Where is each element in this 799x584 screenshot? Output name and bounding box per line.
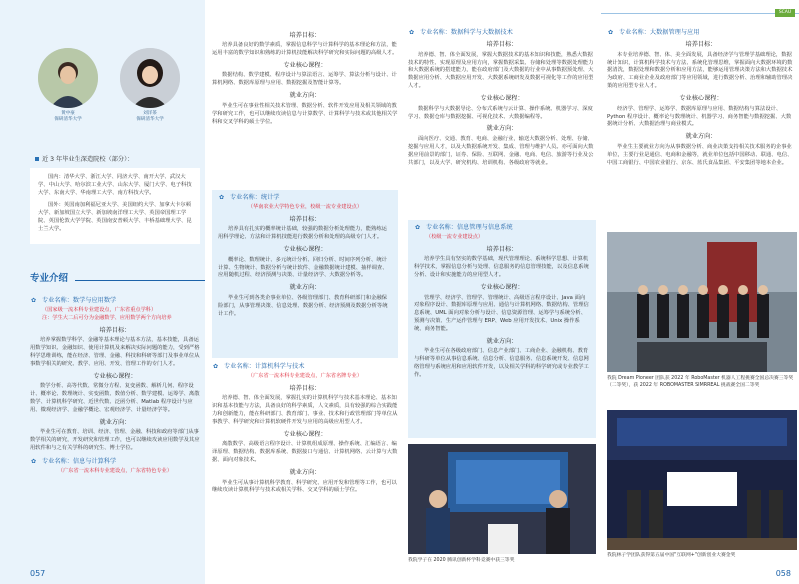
photo-caption: 我院学子在 2020 腾讯创新杯学科竞赛中获三等奖 [408, 558, 515, 563]
goal-text: 培养学生具有坚实的数学基础，现代管理理论、系统科学思想、计算机科学技术，掌握信息分析与处理、信息服务的信息管理技能，以及信息系统分析、设计和实施能力的应用型人才。 [414, 256, 589, 279]
job-text: 毕业生可在各级政府部门、信息产业部门、工商企业、金融机构、教育与科研等单位从事信息系统、信息分析、信息服务、信息系统开发、信息网络管理与系统应用和应用软件开发，以及相关学科的科学研究或专业教学工作。 [414, 348, 589, 379]
major-info-management [408, 220, 596, 438]
major-info-computing-detail [212, 28, 398, 128]
domestic-schools: 国内：清华大学、浙江大学、同济大学、南开大学、武汉大学、中山大学、哈尔滨工业大学、山东大学、厦门大学、电子科技大学、东南大学、华南理工大学、南方科技大学。 [38, 174, 192, 196]
major-math [30, 296, 200, 479]
header-rule [601, 13, 799, 14]
column-3 [404, 0, 600, 584]
goal-text: 培养具有扎实的概率统计基础，较强的数据分析处理能力，能熟练运用科学理论、方法和计算机技能进行数据分析和处理的高级专门人才。 [218, 226, 387, 241]
core-text: 数据结构、数学建模、程序设计与算法语言、运筹学、算法分析与设计、计算机网络、数据库原理与应用、数据挖掘及智能计算等。 [212, 72, 397, 87]
left-column [0, 0, 205, 584]
teacher-photos [38, 48, 188, 128]
core-text: 离散数学、高级语言程序设计、计算机组成原理、操作系统、汇编语言、编译原理、数据结构、数据库系统、数据接口与通信、计算机网络、云计算与大数据、面向对象技术。 [212, 441, 398, 464]
core-text: 管理学、经济学、管理学、管理统计、高级语言程序设计、Java 面向对象程序设计、数据库原理与应用、通信与计算机网络、数据结构、管理信息系统、UML 面向对象分析与设计、信息资源管理、运筹学与系统分析、预测与决策、生产运作管理与 ERP、Web 应用开发技术、Unix 操作系统、商务智能。 [414, 294, 589, 333]
major-cs [212, 362, 398, 497]
student-photo-1 [38, 48, 98, 128]
photo-caption: 我院 Dream Pioneer 团队获 2022 年 RoboMaster 机器人工程挑赛全国总决赛三等奖（二等奖），获 2022 年 ROBOMASTER SIMRREAL 挑战赛全国二等奖 [607, 376, 794, 388]
job-text: 毕业生可到各类企事业单位、各级管理部门、教育科研部门和金融保险部门，从事管理决策、信息处理、数据分析、经济预测及数据分析等统计工作。 [218, 294, 388, 317]
job-heading: 就业方向： [99, 418, 131, 426]
photo-caption: 刘洋茶 保研清华大学 [136, 111, 164, 122]
page-number-right: 058 [775, 569, 791, 578]
job-heading: 就业方向： [289, 284, 321, 292]
core-heading: 专业核心课程： [283, 62, 327, 70]
section-title: 专业介绍 [30, 273, 69, 284]
major-name: ✿ 专业名称：信息与计算科学 [30, 457, 200, 466]
core-heading: 专业核心课程： [480, 95, 524, 103]
major-name: ✿ 专业名称：数据科学与大数据技术 [408, 28, 596, 37]
major-name: ✿ 专业名称：计算机科学与技术 [212, 362, 398, 371]
goal-heading: 培养目标： [486, 246, 518, 254]
student-photo-2 [120, 48, 180, 128]
section-divider [75, 280, 205, 281]
goal-heading: 培养目标： [486, 41, 518, 49]
core-heading: 专业核心课程： [480, 284, 524, 292]
job-text: 毕业生可在事业性相关技术管理、数据分析、软件开发应用及相关领域的教学和研究工作，也可以继续攻读信息与计算数学、计算科学与技术或其他相关学科和交叉学科的硕士学位。 [212, 102, 398, 125]
abroad-schools: 国外：英国南加利福尼亚大学、美国纽约大学、加拿大卡尔顿大学、新加坡国立大学、新加坡南洋理工大学、英国帝国理工学院、英国伦敦大学学院、英国南安普顿大学、丰桥基础理大学、昆士兰大学。 [38, 201, 192, 232]
job-heading: 就业方向： [289, 469, 321, 477]
goal-text: 本专业培养德、智、体、美全面发展，具备经济学与管理学基础理论，数据统计知识，计算机科学技术与方法、系统化管理思维，掌握面向大数据环境的数据清洗，数据处理和数据分析和应用方法，能够运用管理决策方法和大数据技术为政府、工商业企业及政府部门等应用领域，进行数据分析、治理和辅助管理决策的应用型专业人才。 [607, 51, 793, 90]
major-note: （国家级一流本科专业建设点，广东省重点学科） [42, 307, 157, 314]
avatar [120, 48, 180, 108]
goal-text: 培养掌握数学科学、金融等基本理论与基本方法，基本技能，具备运用数学知识、金融知识、使用计算机及来解决实际问题的能力，受到严格科学思维训练，能在经济、管理、金融、科技和科研等部门及事业单位从事数学相关的研究、教学、应用、开发、管理工作的专门人才。 [30, 337, 200, 367]
further-study-title: 近 3 年毕业生深造院校（部分）： [35, 155, 133, 164]
job-text: 毕业生可从事计算机科学教育、科学研究、应用开发和管理等工作，也可以继续攻读计算机科学与技术或相关学科、交叉学科的硕士学位。 [212, 479, 397, 494]
major-name: ✿ 专业名称：统计学 [218, 193, 392, 202]
column-4 [601, 0, 799, 584]
goal-heading: 培养目标： [99, 326, 131, 334]
core-text: 数据科学与大数据导论、分布式系统与云计算、操作系统、机器学习、深度学习、数据仓库与数据挖掘、可视化技术、大数据编程等。 [408, 105, 593, 120]
major-bigdata-management [607, 28, 795, 170]
core-heading: 专业核心课程： [283, 246, 327, 254]
award-photo-robomaster [607, 232, 797, 372]
school-tag: SCAU [775, 9, 795, 17]
core-text: 概率论、数理统计、多元统计分析、回归分析、时间序列分析、统计计算、生物统计、数据分析与统计软件、金融数据统计建模、抽样调查、应用随机过程、经济预测与决策、计量经济学、大数据分析等。 [218, 256, 388, 279]
job-heading: 就业方向： [289, 92, 321, 100]
major-note: 注：学生大二后可分为金融数学、应用数学两个方向培养 [42, 315, 172, 322]
goal-heading: 培养目标： [685, 41, 717, 49]
core-heading: 专业核心课程： [93, 372, 137, 380]
job-heading: 就业方向： [685, 133, 717, 141]
major-name: ✿ 专业名称：数学与应用数学 [30, 296, 200, 305]
major-note: （校级一流专业建设点） [426, 234, 484, 241]
core-text: 经济学、管理学、运筹学、数据库原理与应用、数据结构与算法设计、Python 程序设计、概率论与数理统计、机器学习、商务智能与数据挖掘、大数据统计分析、大数据治理与商业模式。 [607, 105, 792, 128]
goal-text: 培养德、智、体全面发展，掌握扎实的计算机科学与技术基本理论、基本知识和基本技能与方法，具备良好的科学素质，人文素质，具有较强的综合实践能力和创新能力，能在科研部门、教育部门、事业、技术和行政管理部门等单位从事教学、科学研究和计算机软硬件开发与应用的高级应用型人才。 [212, 395, 398, 426]
job-heading: 就业方向： [486, 338, 518, 346]
further-study-list [30, 168, 200, 244]
goal-text: 培养德、智、体全面发展，掌握大数据技术的基本知识和技能，熟悉大数据技术的特性、实现原理及应用方向，掌握数据采集、存储和处理等数据处理能力和大数据系统的搭建能力，能在政府部门及大数据的行业中从事数据预处理、大数据应用分析、大数据应用开发、大数据系统研发及数据可视化等工作的应用型人才。 [408, 51, 594, 90]
goal-heading: 培养目标： [289, 32, 321, 39]
core-heading: 专业核心课程： [679, 95, 723, 103]
job-text: 毕业生可在教育、培训、经济、管理、金融、科技和政府等部门从事数学相关的研究，开发研究和管理工作，也可以继续攻读应用数学及其应用软件和与之有关学科的研究生、博士学位。 [30, 429, 200, 452]
award-photo-internet-plus [607, 410, 797, 550]
goal-text: 培养具备良好的数学素质，掌握信息科学与计算科学的基本理论和方法，能运用丰富的数学知识和熟练的计算机技能解决科学研究和实际问题的高级人才。 [212, 42, 398, 57]
major-note: （广东省一流本科专业建设点，广东省特色专业） [57, 468, 173, 475]
core-heading: 专业核心课程： [283, 431, 327, 439]
major-statistics [212, 190, 398, 358]
goal-heading: 培养目标： [289, 385, 321, 393]
page-number-left: 057 [30, 569, 46, 578]
job-text: 毕业生主要就业方向为从事数据分析、商业决策支持相关技术服务的企事业单位，主要行业是通信、电商和金融等，就业单位包括中国移动、联通、电信、中国工商银行、中国农业银行、京东、蓝氏食品集团、平安集团等地本企业。 [607, 143, 793, 166]
major-name: ✿ 专业名称：大数据管理与应用 [607, 28, 795, 37]
award-photo-tencent [408, 444, 596, 554]
photo-caption: 我院林子学团队获得第五届中国"互联网+"创新创业大赛金奖 [607, 553, 736, 558]
job-heading: 就业方向： [486, 125, 518, 133]
goal-heading: 培养目标： [289, 216, 321, 224]
major-name: ✿ 专业名称：信息管理与信息系统 [414, 223, 590, 232]
avatar [38, 48, 98, 108]
photo-caption: 黄中豪 保研清华大学 [54, 111, 82, 122]
core-text: 数学分析、高等代数、常微分方程、复变函数、解析几何、程序设计、概率论、数理统计、实变函数、数值分析、数学建模、运筹学、离散数学、计算机科学研究、近世代数、泛函分析、Matlab 程序设计与应用、微观经济学、金融学概论、宏观经济学、计量经济学等。 [30, 383, 200, 414]
column-2 [206, 0, 402, 584]
major-bigdata-tech [408, 28, 596, 170]
major-note: （广东省一流本科专业建设点，广东省名牌专业） [247, 373, 363, 380]
job-text: 面向医疗、交通、教育、电商、金融行业，输送大数据分析、处理、存储、挖掘与应用人才，以及大数据系统开发、集成、管理与维护人员。亦可面向大数据应用前景的部门，证券、保险、互联网、金融、电商、电信、旅游等行业及公共部门，以及大学、研究机构、培训机构、各级政府等就业。 [408, 135, 594, 166]
major-note: （华南农业大学特色专业，校级一流专业建设点） [247, 204, 363, 211]
section-header [30, 272, 205, 288]
